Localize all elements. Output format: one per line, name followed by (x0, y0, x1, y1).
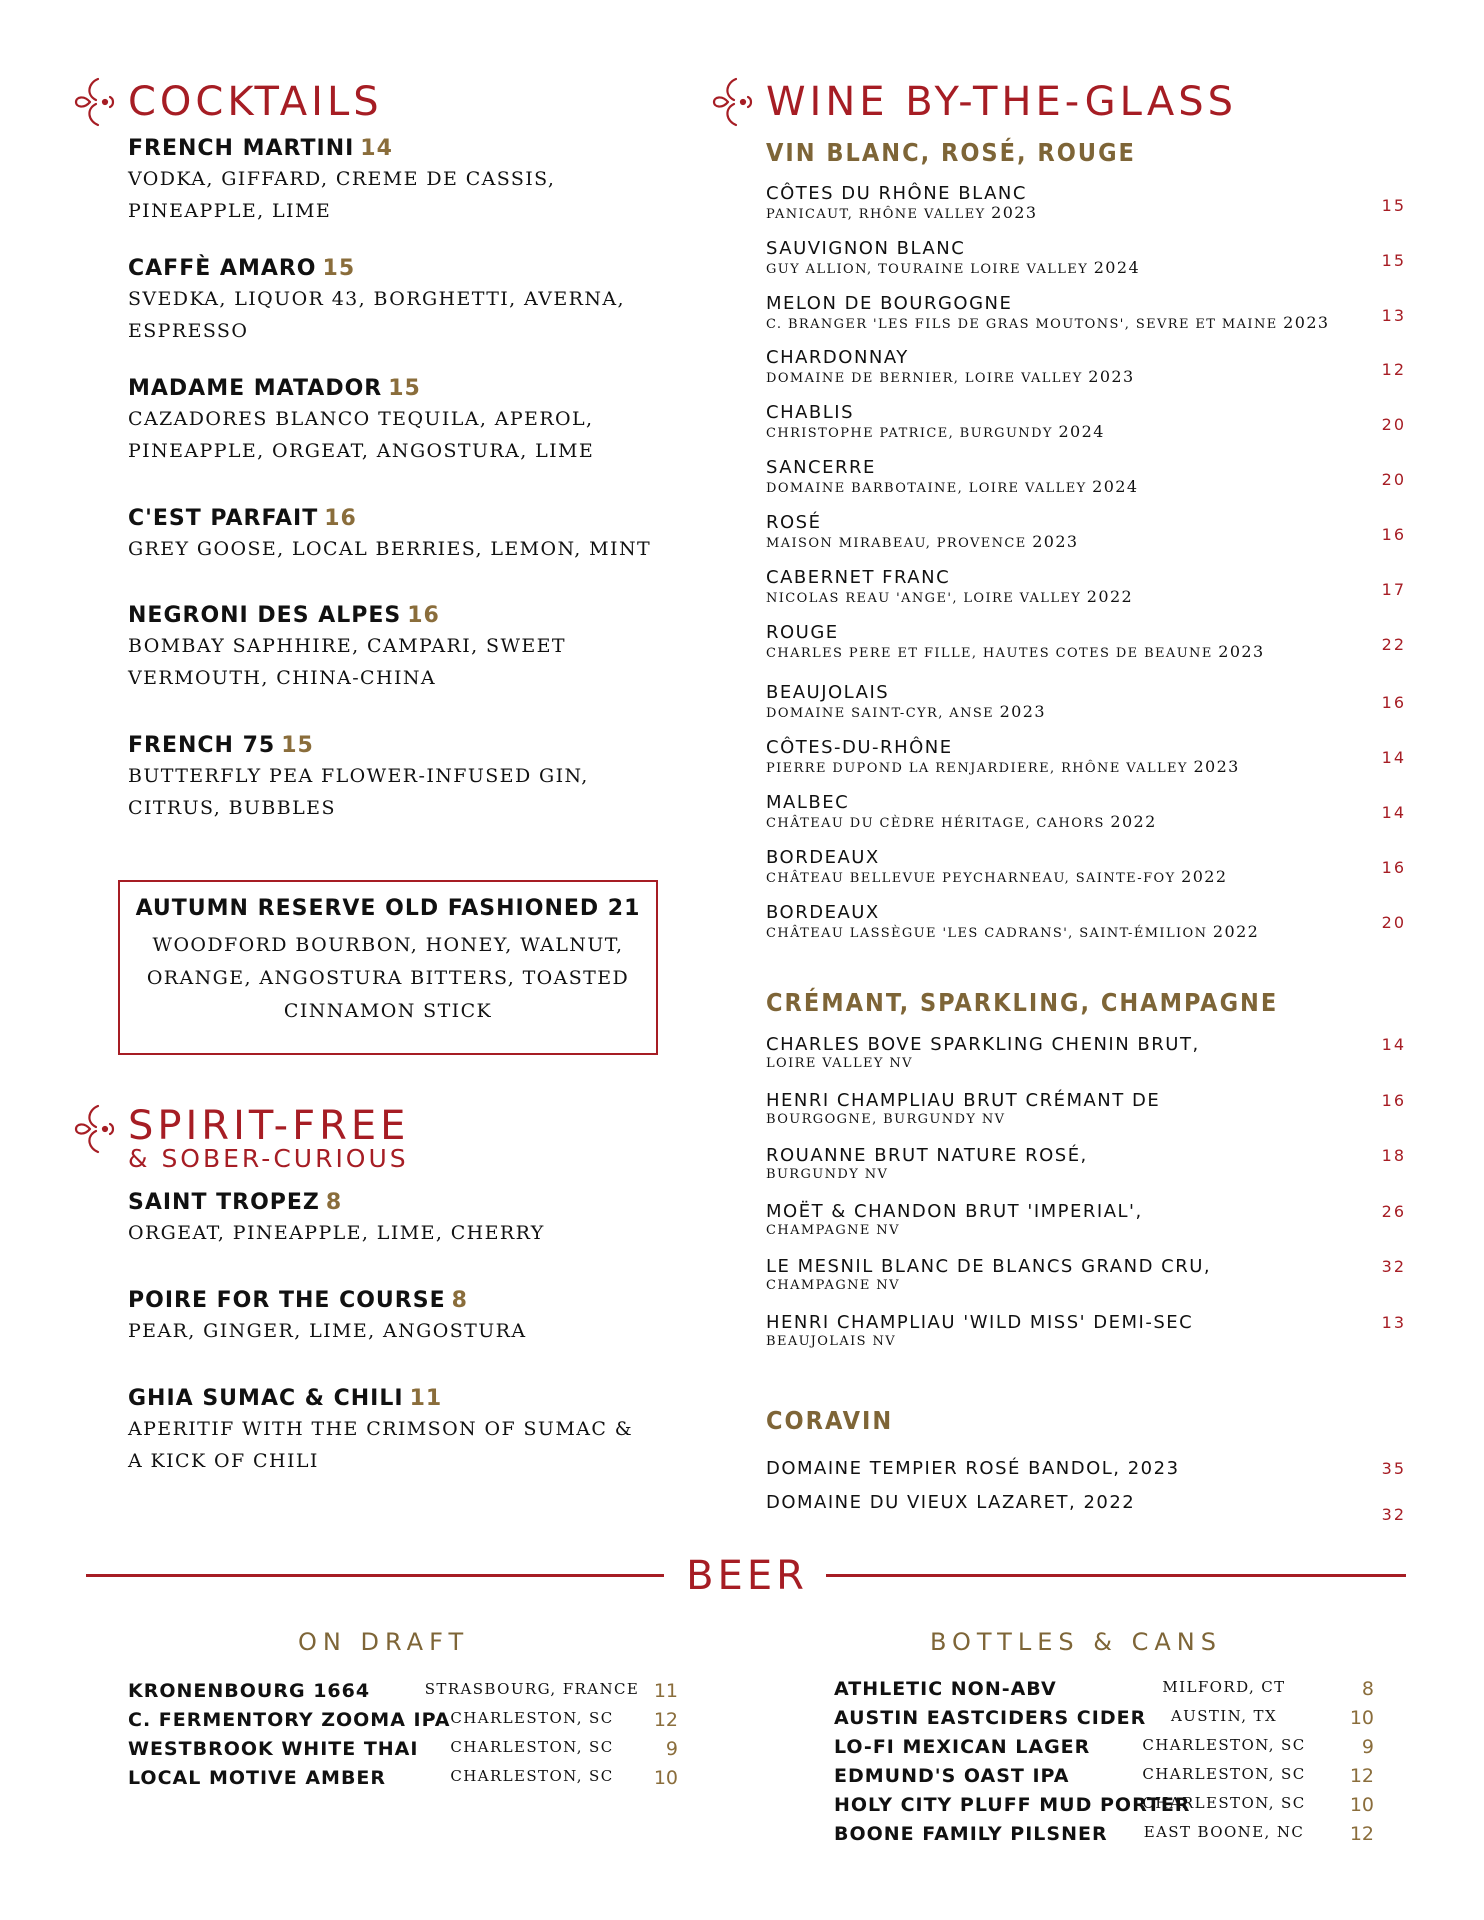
sparkling-price: 16 (1381, 1091, 1406, 1110)
wine-producer: C. BRANGER 'LES FILS DE GRAS MOUTONS', SEVRE ET MAINE (766, 317, 1278, 332)
featured-cocktail-box (118, 880, 658, 1055)
mocktail-price: 11 (409, 1386, 443, 1411)
wine-price: 20 (1381, 913, 1406, 932)
wine-item (766, 239, 1406, 279)
bottle-beer-row (834, 1765, 1394, 1793)
wine-name: SANCERRE (766, 457, 876, 478)
cocktail-name: FRENCH 75 (128, 733, 276, 758)
mocktail-item (128, 1190, 668, 1249)
beer-name: KRONENBOURG 1664 (128, 1680, 371, 1702)
draft-beer-row (128, 1680, 678, 1708)
beer-location: CHARLESTON, SC (1142, 1794, 1306, 1812)
wine-item (766, 458, 1406, 498)
beer-name: WESTBROOK WHITE THAI (128, 1738, 419, 1760)
spirit-free-title: SPIRIT-FREE (128, 1103, 410, 1149)
coravin-item (766, 1492, 1406, 1524)
wine-producer: CHÂTEAU BELLEVUE PEYCHARNEAU, SAINTE-FOY (766, 871, 1176, 886)
spirit-free-subtitle: & SOBER-CURIOUS (128, 1144, 409, 1173)
bottle-beer-row (834, 1707, 1394, 1735)
wine-name: ROSÉ (766, 512, 822, 533)
beer-name: HOLY CITY PLUFF MUD PORTER (834, 1794, 1191, 1816)
wine-price: 16 (1381, 525, 1406, 544)
mocktail-name: GHIA SUMAC & CHILI (128, 1386, 404, 1411)
wine-item (766, 294, 1406, 334)
coravin-price: 32 (1381, 1505, 1406, 1524)
sparkling-price: 32 (1381, 1257, 1406, 1276)
wine-vintage: 2023 (1032, 532, 1079, 551)
beer-name: BOONE FAMILY PILSNER (834, 1823, 1108, 1845)
beer-price: 8 (1361, 1678, 1374, 1700)
wine-vintage: 2022 (1110, 812, 1157, 831)
mocktail-description: PEAR, GINGER, LIME, ANGOSTURA (128, 1320, 527, 1342)
beer-price: 10 (1349, 1794, 1374, 1816)
wine-name: BORDEAUX (766, 902, 880, 923)
wine-item (766, 623, 1406, 663)
wine-item (766, 403, 1406, 443)
wine-name: CHARDONNAY (766, 347, 909, 368)
cocktail-description: SVEDKA, LIQUOR 43, BORGHETTI, AVERNA, ESPRESSO (128, 288, 625, 342)
wine-price: 14 (1381, 748, 1406, 767)
wine-vintage: 2024 (1093, 258, 1141, 277)
wine-vintage: 2023 (1283, 313, 1330, 332)
cocktail-price: 15 (281, 733, 314, 758)
wine-producer: CHARLES PERE ET FILLE, HAUTES COTES DE BEAUNE (766, 646, 1213, 661)
wine-producer: DOMAINE DE BERNIER, LOIRE VALLEY (766, 371, 1083, 386)
sparkling-price: 26 (1381, 1202, 1406, 1221)
sparkling-producer: BOURGOGNE, BURGUNDY NV (766, 1112, 1006, 1127)
wine-producer: DOMAINE SAINT-CYR, ANSE (766, 706, 995, 721)
wine-vintage: 2022 (1181, 867, 1228, 886)
cocktail-price: 15 (388, 376, 421, 401)
coravin-price: 35 (1381, 1459, 1406, 1478)
cocktail-item (128, 136, 668, 227)
beer-location: CHARLESTON, SC (1142, 1765, 1306, 1783)
sparkling-item (766, 1035, 1406, 1073)
sparkling-name: LE MESNIL BLANC DE BLANCS GRAND CRU, (766, 1256, 1212, 1277)
cocktail-description: GREY GOOSE, LOCAL BERRIES, LEMON, MINT (128, 538, 652, 560)
wine-vintage: 2023 (991, 203, 1038, 222)
sparkling-price: 18 (1381, 1146, 1406, 1165)
coravin-name: DOMAINE TEMPIER ROSÉ BANDOL, 2023 (766, 1458, 1180, 1479)
wine-price: 13 (1381, 306, 1406, 325)
cocktail-name: MADAME MATADOR (128, 376, 383, 401)
coravin-name: DOMAINE DU VIEUX LAZARET, 2022 (766, 1492, 1136, 1513)
wine-price: 12 (1381, 360, 1406, 379)
beer-location: STRASBOURG, FRANCE (424, 1680, 640, 1698)
fleur-ornament-icon (70, 1100, 118, 1158)
wine-name: ROUGE (766, 622, 839, 643)
beer-location: CHARLESTON, SC (1142, 1736, 1306, 1754)
wine-item (766, 184, 1406, 224)
cocktail-price: 16 (324, 506, 357, 531)
wine-vintage: 2022 (1086, 587, 1134, 606)
beer-location: AUSTIN, TX (1170, 1707, 1278, 1725)
sparkling-name: ROUANNE BRUT NATURE ROSÉ, (766, 1145, 1088, 1166)
on-draft-title: ON DRAFT (298, 1628, 470, 1656)
sparkling-item (766, 1202, 1406, 1240)
wine-item (766, 848, 1406, 888)
wine-producer: DOMAINE BARBOTAINE, LOIRE VALLEY (766, 481, 1087, 496)
mocktail-name: POIRE FOR THE COURSE (128, 1288, 446, 1313)
coravin-item (766, 1459, 1406, 1479)
beer-price: 12 (653, 1709, 678, 1731)
draft-beer-row (128, 1709, 678, 1737)
wine-price: 16 (1381, 858, 1406, 877)
wine-vintage: 2023 (1088, 367, 1135, 386)
beer-location: CHARLESTON, SC (450, 1738, 614, 1756)
beer-price: 9 (665, 1738, 678, 1760)
sparkling-name: MOËT & CHANDON BRUT 'IMPERIAL', (766, 1201, 1143, 1222)
bottle-beer-row (834, 1823, 1394, 1851)
cocktail-item (128, 376, 668, 467)
cocktail-name: C'EST PARFAIT (128, 506, 319, 531)
wine-name: MALBEC (766, 792, 850, 813)
beer-price: 9 (1361, 1736, 1374, 1758)
wine-price: 20 (1381, 415, 1406, 434)
beer-name: LOCAL MOTIVE AMBER (128, 1767, 387, 1789)
beer-location: EAST BOONE, NC (1143, 1823, 1305, 1841)
beer-divider-right (826, 1574, 1406, 1577)
coravin-subtitle: CORAVIN (766, 1406, 894, 1435)
wine-vintage: 2024 (1092, 477, 1139, 496)
cocktails-title: COCKTAILS (128, 79, 383, 125)
cocktail-description: CAZADORES BLANCO TEQUILA, APEROL, PINEAPPLE, ORGEAT, ANGOSTURA, LIME (128, 408, 595, 462)
bottle-beer-row (834, 1736, 1394, 1764)
sparkling-name: HENRI CHAMPLIAU BRUT CRÉMANT DE (766, 1090, 1161, 1111)
wine-price: 20 (1381, 470, 1406, 489)
cocktail-name: NEGRONI DES ALPES (128, 603, 402, 628)
cocktail-item (128, 603, 668, 694)
wine-price: 14 (1381, 803, 1406, 822)
mocktail-item (128, 1288, 668, 1347)
mocktail-item (128, 1386, 668, 1477)
cocktail-item (128, 733, 668, 824)
wine-name: CABERNET FRANC (766, 567, 951, 588)
wine-vintage: 2023 (1218, 642, 1265, 661)
sparkling-producer: BEAUJOLAIS NV (766, 1334, 897, 1349)
sparkling-name: CHARLES BOVE SPARKLING CHENIN BRUT, (766, 1034, 1200, 1055)
wine-name: SAUVIGNON BLANC (766, 238, 966, 259)
wine-item (766, 568, 1406, 608)
wine-name: MELON DE BOURGOGNE (766, 293, 1013, 314)
wine-sparkling-subtitle: CRÉMANT, SPARKLING, CHAMPAGNE (766, 988, 1279, 1017)
wine-price: 16 (1381, 693, 1406, 712)
mocktail-price: 8 (325, 1190, 343, 1215)
sparkling-item (766, 1146, 1406, 1184)
sparkling-item (766, 1313, 1406, 1351)
draft-beer-row (128, 1767, 678, 1795)
beer-name: C. FERMENTORY ZOOMA IPA (128, 1709, 451, 1731)
wine-producer: CHÂTEAU DU CÈDRE HÉRITAGE, CAHORS (766, 816, 1105, 831)
beer-location: MILFORD, CT (1162, 1678, 1286, 1696)
cocktail-name: CAFFÈ AMARO (128, 256, 317, 281)
beer-name: ATHLETIC NON-ABV (834, 1678, 1057, 1700)
cocktail-price: 16 (407, 603, 440, 628)
sparkling-producer: CHAMPAGNE NV (766, 1278, 900, 1293)
cocktail-price: 14 (360, 136, 393, 161)
beer-title: BEER (686, 1553, 808, 1599)
bottle-beer-row (834, 1678, 1394, 1706)
wine-vintage: 2024 (1058, 422, 1105, 441)
draft-beer-row (128, 1738, 678, 1766)
wine-name: CÔTES-DU-RHÔNE (766, 737, 953, 758)
beer-divider-left (86, 1574, 664, 1577)
bottles-title: BOTTLES & CANS (930, 1628, 1222, 1656)
sparkling-price: 13 (1381, 1313, 1406, 1332)
beer-name: LO-FI MEXICAN LAGER (834, 1736, 1091, 1758)
wine-producer: PIERRE DUPOND LA RENJARDIERE, RHÔNE VALLEY (766, 761, 1188, 776)
beer-name: AUSTIN EASTCIDERS CIDER (834, 1707, 1147, 1729)
beer-location: CHARLESTON, SC (450, 1767, 614, 1785)
sparkling-price: 14 (1381, 1035, 1406, 1054)
wine-item (766, 738, 1406, 778)
cocktail-description: BUTTERFLY PEA FLOWER-INFUSED GIN, CITRUS, BUBBLES (128, 765, 589, 819)
cocktail-name: FRENCH MARTINI (128, 136, 355, 161)
beer-price: 10 (1349, 1707, 1374, 1729)
wine-item (766, 903, 1406, 943)
wine-vintage: 2023 (1193, 757, 1240, 776)
wine-price: 15 (1381, 196, 1406, 215)
sparkling-item (766, 1257, 1406, 1295)
wine-name: CHABLIS (766, 402, 855, 423)
mocktail-price: 8 (451, 1288, 468, 1313)
featured-cocktail-description: WOODFORD BOURBON, HONEY, WALNUT, ORANGE, ANGOSTURA BITTERS, TOASTED CINNAMON STICK (146, 934, 630, 1022)
wine-still-subtitle: VIN BLANC, ROSÉ, ROUGE (766, 138, 1136, 167)
cocktail-item (128, 506, 668, 565)
wine-producer: CHÂTEAU LASSÈGUE 'LES CADRANS', SAINT-ÉMILION (766, 926, 1208, 941)
wine-price: 17 (1381, 580, 1406, 599)
wine-producer: GUY ALLION, TOURAINE LOIRE VALLEY (766, 262, 1089, 277)
wine-vintage: 2022 (1212, 922, 1260, 941)
wine-item (766, 348, 1406, 388)
mocktail-description: ORGEAT, PINEAPPLE, LIME, CHERRY (128, 1222, 545, 1244)
fleur-ornament-icon (708, 73, 756, 131)
beer-price: 11 (653, 1680, 678, 1702)
beer-location: CHARLESTON, SC (450, 1709, 614, 1727)
cocktail-description: BOMBAY SAPHHIRE, CAMPARI, SWEET VERMOUTH, CHINA-CHINA (128, 635, 566, 689)
wine-producer: CHRISTOPHE PATRICE, BURGUNDY (766, 426, 1053, 441)
fleur-ornament-icon (70, 73, 118, 131)
wine-price: 15 (1381, 251, 1406, 270)
beer-price: 12 (1349, 1765, 1374, 1787)
wine-name: BEAUJOLAIS (766, 682, 890, 703)
sparkling-item (766, 1091, 1406, 1129)
wine-producer: PANICAUT, RHÔNE VALLEY (766, 207, 986, 222)
wine-producer: MAISON MIRABEAU, PROVENCE (766, 536, 1027, 551)
mocktail-name: SAINT TROPEZ (128, 1190, 320, 1215)
beer-price: 12 (1349, 1823, 1374, 1845)
wine-item (766, 793, 1406, 833)
cocktail-description: VODKA, GIFFARD, CREME DE CASSIS, PINEAPPLE, LIME (128, 168, 556, 222)
sparkling-producer: BURGUNDY NV (766, 1167, 889, 1182)
bottle-beer-row (834, 1794, 1394, 1822)
sparkling-name: HENRI CHAMPLIAU 'WILD MISS' DEMI-SEC (766, 1312, 1194, 1333)
beer-name: EDMUND'S OAST IPA (834, 1765, 1070, 1787)
wine-name: BORDEAUX (766, 847, 880, 868)
wine-item (766, 683, 1406, 723)
wine-item (766, 513, 1406, 553)
featured-cocktail-name: AUTUMN RESERVE OLD FASHIONED 21 (135, 896, 641, 921)
beer-price: 10 (653, 1767, 678, 1789)
wine-producer: NICOLAS REAU 'ANGE', LOIRE VALLEY (766, 591, 1082, 606)
cocktail-price: 15 (322, 256, 356, 281)
sparkling-producer: CHAMPAGNE NV (766, 1223, 900, 1238)
wine-vintage: 2023 (999, 702, 1046, 721)
wine-title: WINE BY-THE-GLASS (766, 79, 1237, 125)
wine-price: 22 (1381, 635, 1406, 654)
wine-name: CÔTES DU RHÔNE BLANC (766, 183, 1027, 204)
sparkling-producer: LOIRE VALLEY NV (766, 1056, 913, 1071)
cocktail-item (128, 256, 668, 347)
mocktail-description: APERITIF WITH THE CRIMSON OF SUMAC & A KICK OF CHILI (128, 1418, 634, 1472)
